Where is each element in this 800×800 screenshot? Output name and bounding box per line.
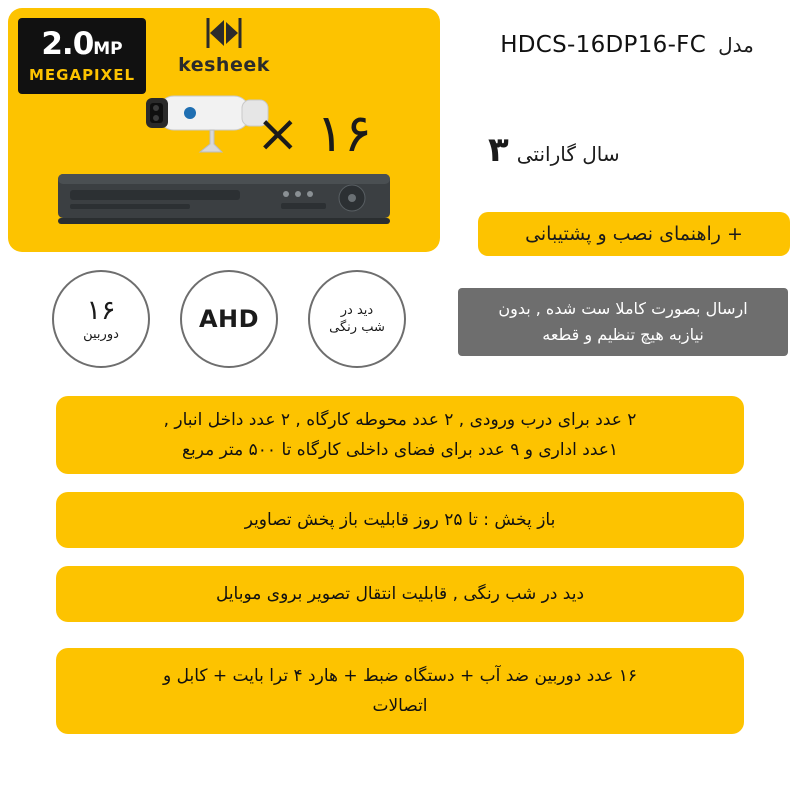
install-guide-text: + راهنمای نصب و پشتیبانی xyxy=(525,223,743,245)
feature-bar-playback xyxy=(56,492,744,548)
feature-bar-night-vision-line1: دید در شب رنگی , قابلیت انتقال تصویر بروی موبایل xyxy=(215,584,585,604)
warranty-text: سال گارانتی xyxy=(516,142,620,166)
circle-camera-count xyxy=(52,270,150,368)
feature-bar-playback-line1: باز پخش : تا ۲۵ روز قابلیت باز پخش تصاویر xyxy=(244,510,556,530)
circle-ahd-standard xyxy=(180,270,278,368)
megapixel-badge xyxy=(18,18,146,94)
megapixel-word: MEGAPIXEL xyxy=(28,65,136,84)
feature-bar-coverage-line2: ۱عدد اداری و ۹ عدد برای فضای داخلی کارگاه تا ۵۰۰ متر مربع xyxy=(181,440,619,460)
circle-night-line2: شب رنگی xyxy=(329,320,385,335)
model-label: مدل xyxy=(718,33,754,57)
megapixel-value-row xyxy=(41,25,123,65)
kesheek-logo-icon xyxy=(202,16,246,50)
circle-ahd-label: AHD xyxy=(198,305,260,333)
model-value: HDCS-16DP16-FC xyxy=(500,32,707,58)
warranty-block xyxy=(488,130,788,170)
feature-bar-package-line1: ۱۶ عدد دوربین ضد آب + دستگاه ضبط + هارد ۴ ترا بایت + کابل و xyxy=(162,666,638,686)
circle-camera-count-value: ۱۶ xyxy=(86,294,116,326)
feature-bar-coverage xyxy=(56,396,744,474)
megapixel-unit: MP xyxy=(93,38,123,59)
feature-bar-night-vision xyxy=(56,566,744,622)
megapixel-value: 2.0 xyxy=(41,25,94,62)
camera-quantity-label: ۱۶ × xyxy=(256,104,372,164)
feature-bar-package xyxy=(56,648,744,734)
circle-night-line1: دید در xyxy=(340,303,374,318)
dvr-recorder-icon xyxy=(56,170,392,230)
feature-bar-coverage-line1: ۲ عدد برای درب ورودی , ۲ عدد محوطه کارگاه , ۲ عدد داخل انبار , xyxy=(163,410,637,430)
install-guide-pill xyxy=(478,212,790,256)
feature-circles xyxy=(52,266,432,376)
circle-camera-count-label: دوربین xyxy=(83,326,119,342)
brand-name: kesheek xyxy=(178,54,270,76)
feature-bar-package-line2: اتصالات xyxy=(372,696,428,716)
model-box xyxy=(466,16,788,74)
shipping-note-line1: ارسال بصورت کاملا ست شده , بدون xyxy=(498,299,748,318)
warranty-number: ۳ xyxy=(488,130,509,170)
circle-color-night-vision xyxy=(308,270,406,368)
shipping-note xyxy=(458,288,788,356)
product-hero-panel xyxy=(8,8,440,252)
shipping-note-line2: نیازبه هیچ تنظیم و قطعه xyxy=(542,325,704,344)
